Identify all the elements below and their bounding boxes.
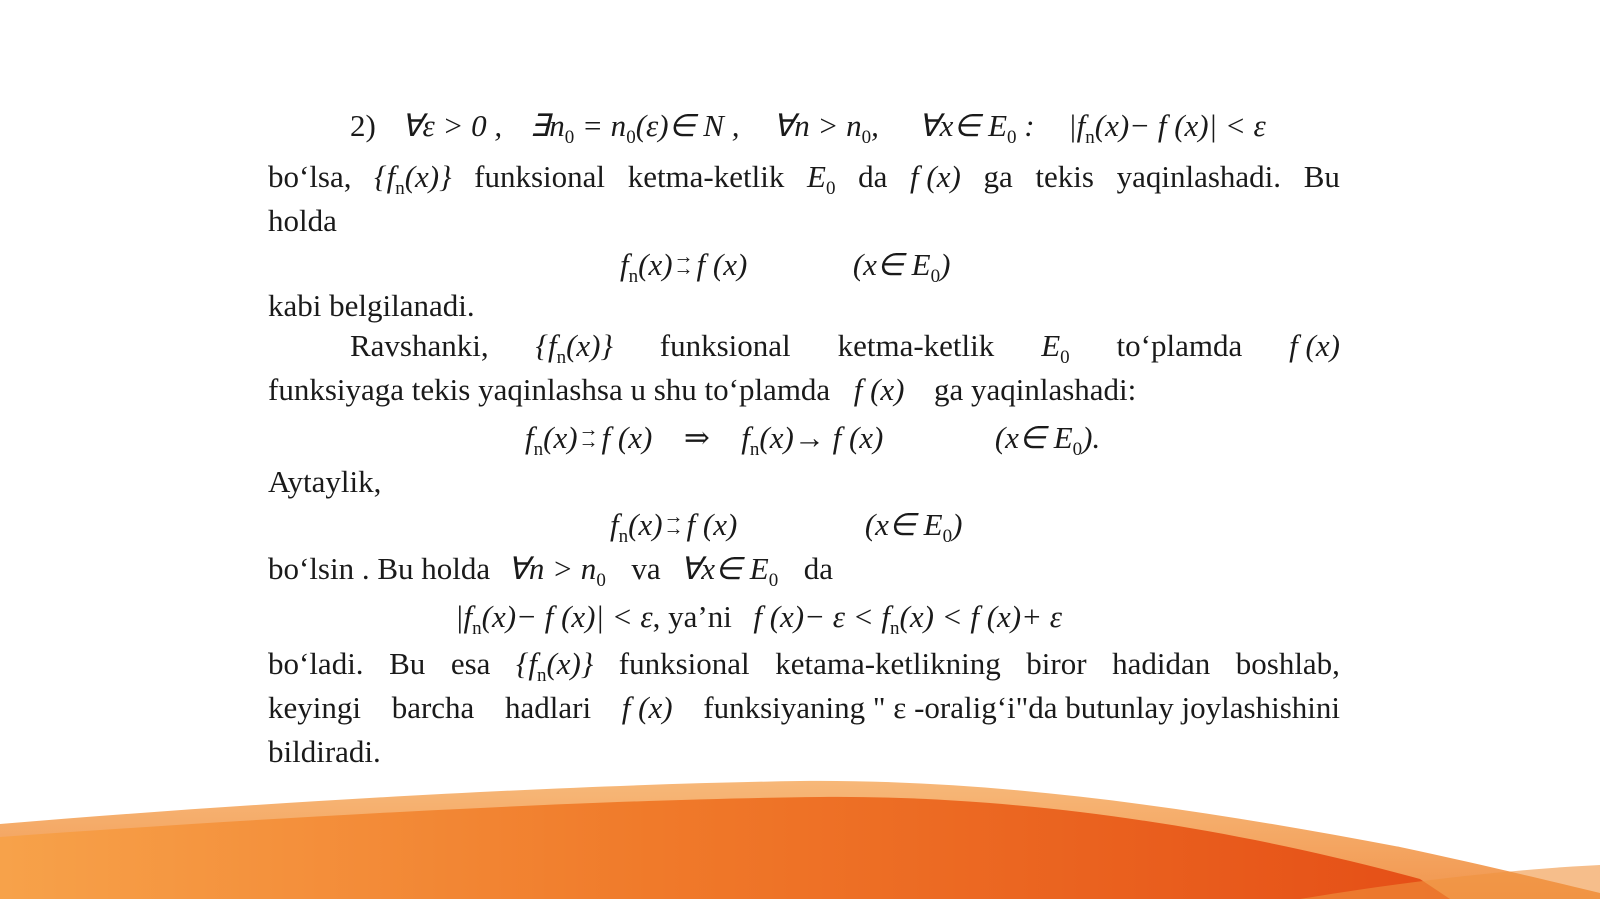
uniform-arrow-icon [579, 423, 601, 451]
para4: Aytaylik, [268, 464, 382, 499]
set-symbol: $E_0$ [807, 159, 836, 199]
formula-implication [525, 416, 1185, 460]
para6-word: hadlari [505, 690, 592, 725]
para5-text: da [803, 551, 833, 586]
para6-text: funksiyaning " ε -oralig‘i"da butunlay joylashishini [703, 690, 1340, 725]
para6-word: ketama-ketlikning [775, 646, 1001, 681]
function-symbol: f (x) [1289, 328, 1340, 363]
para1-word: bo‘lsa, [268, 159, 352, 194]
condition-forall-n: ∀n > $n_0$, [772, 108, 879, 148]
para6-word: funksional [618, 646, 750, 681]
condition-forall-n: ∀n > $n_0$ [507, 551, 606, 591]
function-symbol: f (x) [853, 372, 905, 407]
condition-line [350, 104, 1330, 148]
para3-text: ga yaqinlashadi: [933, 372, 1137, 407]
para1-word: tekis [1035, 159, 1094, 194]
para6-word: bo‘ladi. [268, 646, 364, 681]
formula-uniform-1 [620, 243, 1020, 287]
orange-wave-decoration [0, 769, 1600, 899]
function-symbol: f (x) [621, 690, 673, 725]
condition-forall-x: ∀x∈ $E_0$ : [918, 108, 1035, 148]
para5 [268, 547, 1340, 591]
para6-word: Bu [389, 646, 426, 681]
condition-exists: $\exists n_0$ = $n_0(\varepsilon)\in$ N , [529, 108, 740, 148]
para5-text: bo‘lsin . Bu holda [268, 551, 491, 586]
function-symbol: f (x) [910, 159, 961, 194]
para6-word: keyingi [268, 690, 361, 725]
para1-word: da [858, 159, 888, 194]
formula-domain: (x∈ $E_0$). [994, 420, 1101, 460]
formula-epsilon-band [455, 595, 1155, 639]
formula-rhs: f (x) [686, 507, 738, 542]
formula-rhs: f (x) [601, 420, 653, 455]
uniform-arrow-icon [674, 250, 696, 278]
formula-abs: $|f_n(x)- f$ (x)| < ε [455, 599, 653, 639]
formula-rhs: f (x) [696, 247, 748, 282]
para6-word: biror [1026, 646, 1087, 681]
para6-word: hadidan [1112, 646, 1211, 681]
para6-word: barcha [391, 690, 475, 725]
sequence-symbol: $\{f_n(x)\}$ [535, 328, 613, 368]
para6-line1 [268, 642, 1340, 686]
para6-line2 [268, 686, 1340, 730]
para1-word: yaqinlashadi. [1116, 159, 1282, 194]
para2: kabi belgilanadi. [268, 288, 475, 323]
para3-text: funksiyaga tekis yaqinlashsa u shu to‘plamda [268, 372, 831, 407]
para3-line2 [268, 368, 1340, 412]
para1-word: ga [983, 159, 1013, 194]
formula-text: , ya’ni [652, 599, 732, 634]
sequence-symbol: $\{f_n(x)\}$ [515, 646, 594, 686]
para3-word: ketma-ketlik [837, 328, 995, 363]
condition-label: 2) [350, 108, 376, 143]
condition-forall-x: ∀x∈ $E_0$ [680, 551, 779, 591]
formula-uniform-2 [610, 503, 1030, 547]
uniform-arrow-icon [664, 510, 686, 538]
formula-lhs: $f_n(x)$ [620, 247, 673, 287]
formula-lhs: $f_n(x)$ [610, 507, 663, 547]
formula-band: f $(x)- \varepsilon < f_n(x) < f$ (x)+ ε [753, 599, 1063, 639]
para3-line1 [350, 324, 1340, 368]
formula-domain: (x∈ $E_0$) [852, 247, 951, 287]
para5-text: va [631, 551, 661, 586]
para6-word: esa [450, 646, 491, 681]
formula-lhs: $f_n(x)$ [525, 420, 578, 460]
para1-line1 [268, 155, 1340, 199]
para3-word: Ravshanki, [350, 328, 489, 363]
condition-epsilon: ∀ε > 0 , [401, 108, 503, 143]
para3-word: funksional [659, 328, 791, 363]
para1-word: Bu [1303, 159, 1340, 194]
para1-line2: holda [268, 203, 337, 238]
para1-word: funksional [474, 159, 606, 194]
formula-pointwise: $f_n(x)\to f$ (x) [741, 420, 884, 460]
para3-word: to‘plamda [1116, 328, 1243, 363]
implies-icon: ⇒ [683, 420, 710, 455]
para1-word: ketma-ketlik [627, 159, 785, 194]
condition-inequality: $|f_n(x)- f$ (x)| < ε [1068, 108, 1266, 148]
para6-line3: bildiradi. [268, 734, 381, 769]
set-symbol: $E_0$ [1041, 328, 1070, 368]
formula-domain: (x∈ $E_0$) [864, 507, 963, 547]
sequence-symbol: $\{f_n(x)\}$ [374, 159, 452, 199]
para6-word: boshlab, [1235, 646, 1340, 681]
